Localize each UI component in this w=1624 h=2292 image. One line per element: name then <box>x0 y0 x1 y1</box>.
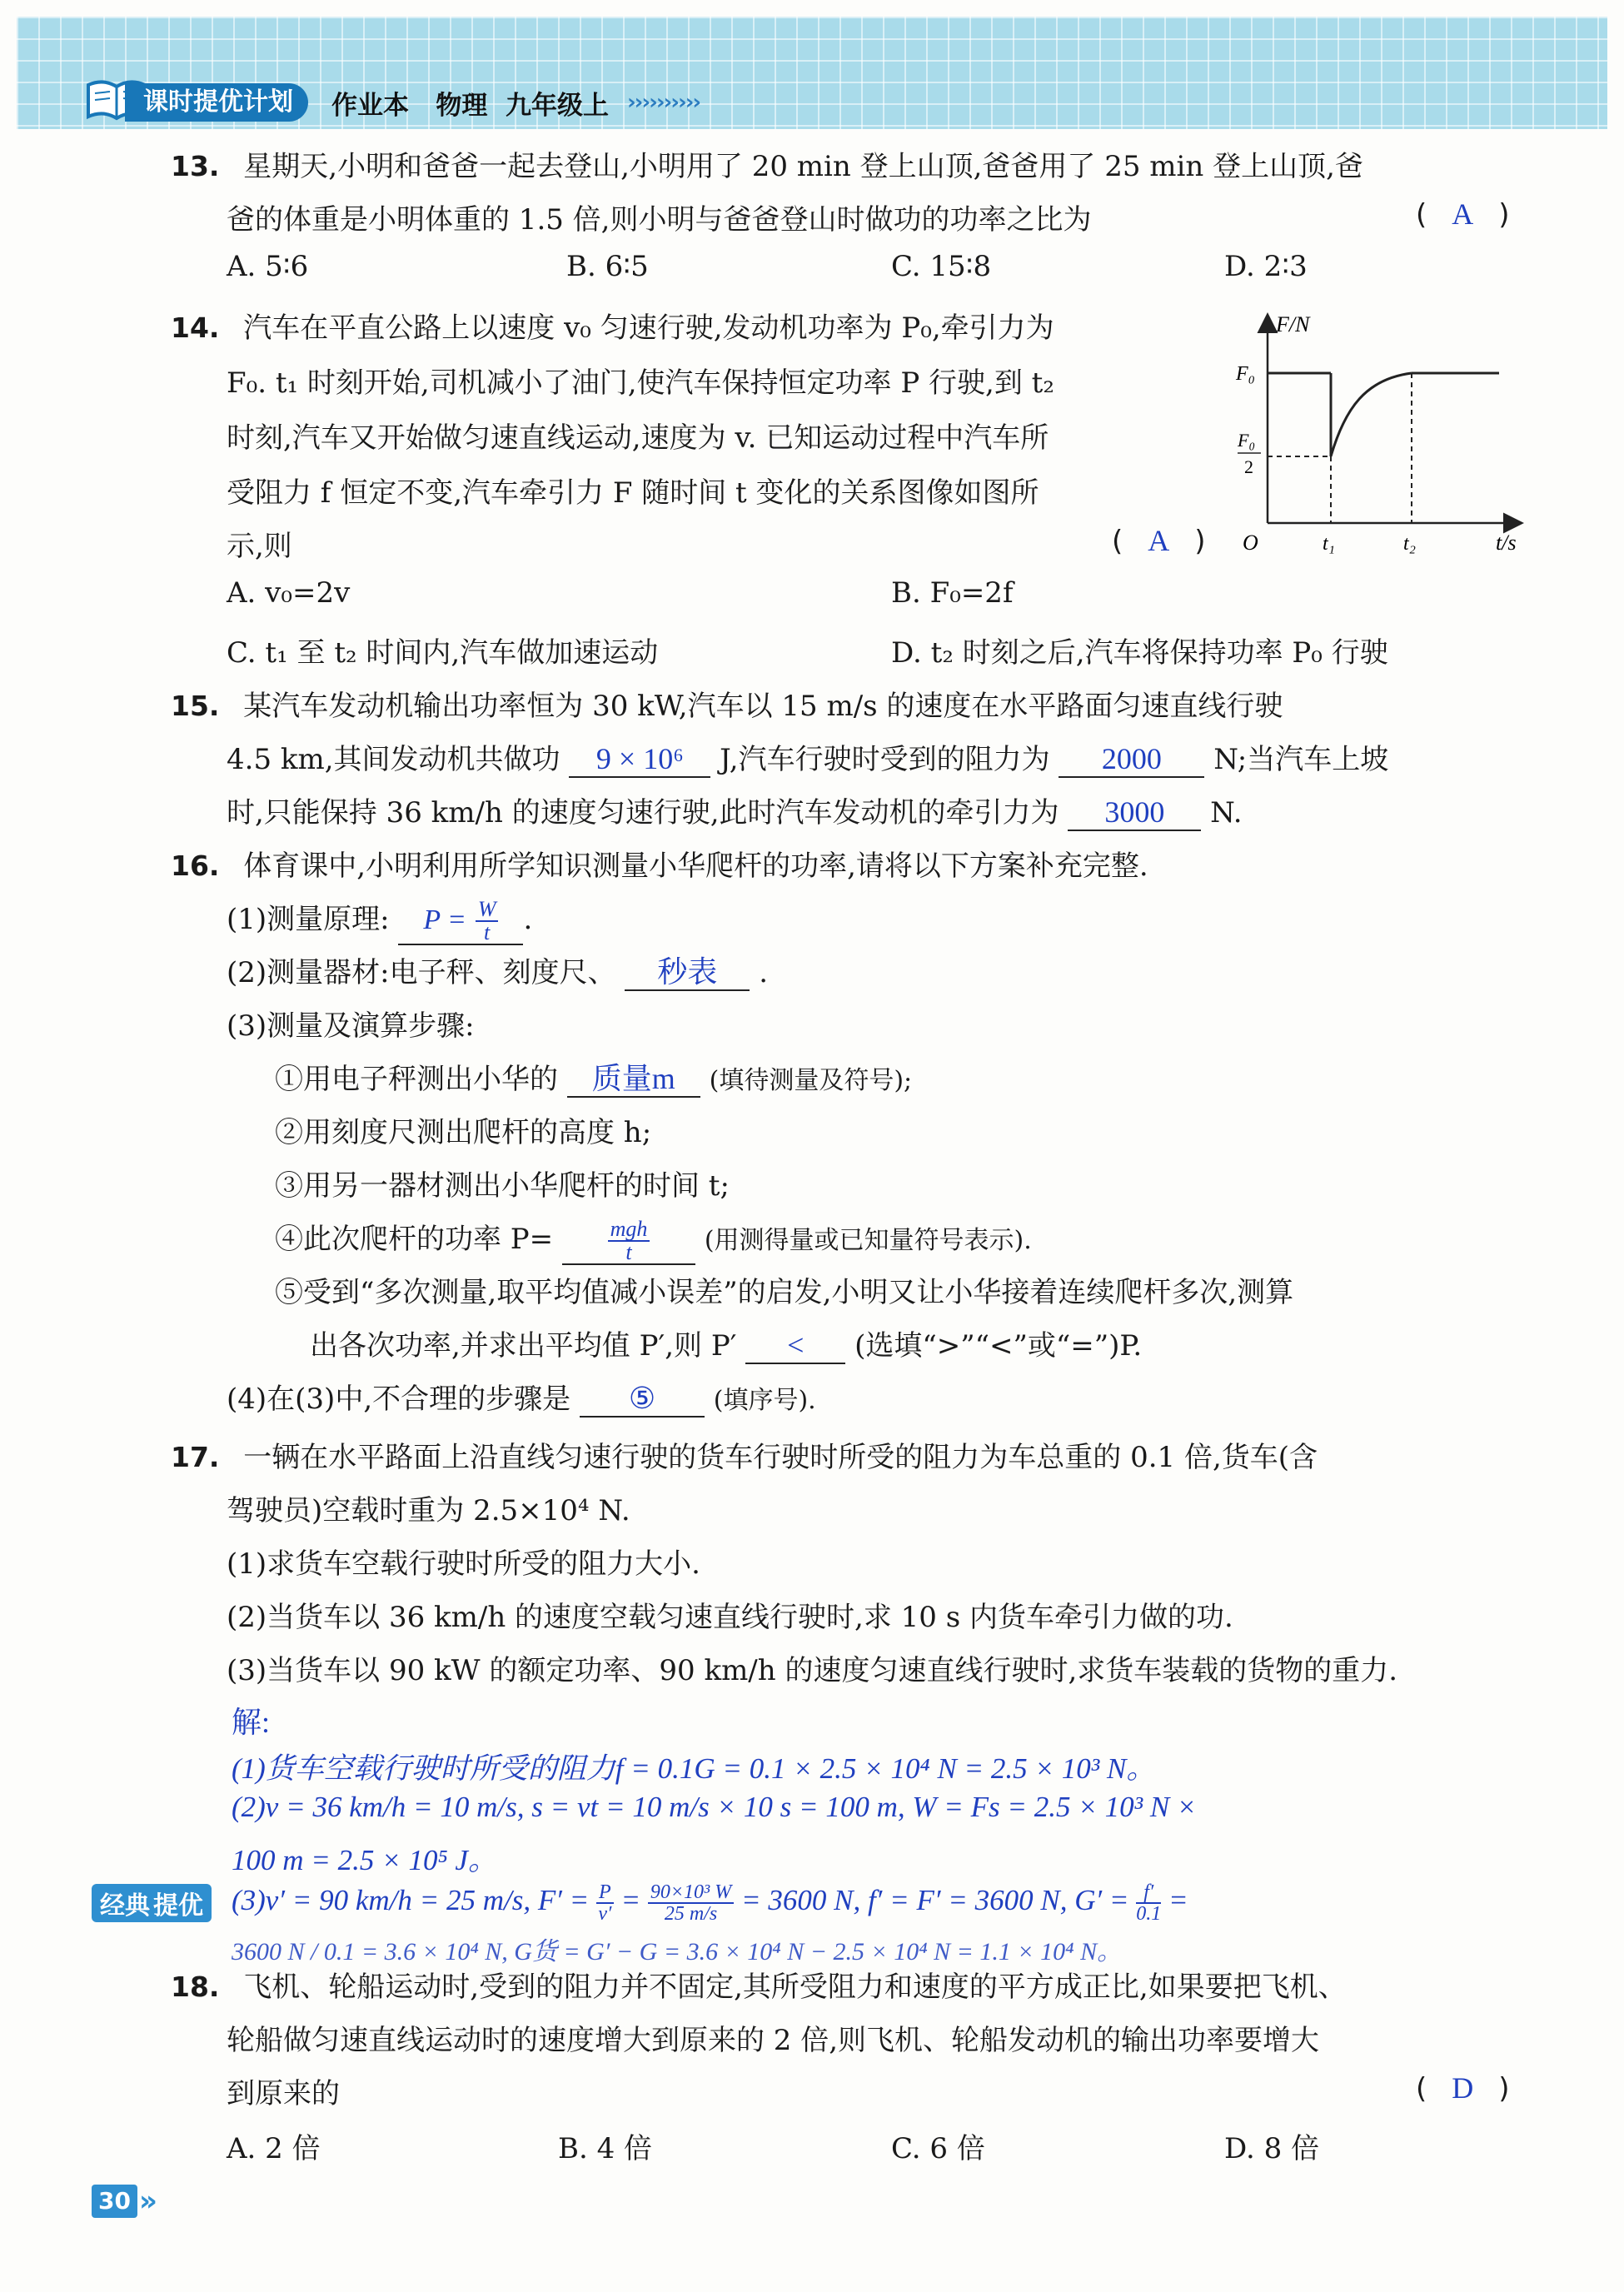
q18-option-d: D. 8 倍 <box>1224 2132 1320 2165</box>
section-tag-classic-advanced <box>92 1884 212 1922</box>
q14-answer: A <box>1148 524 1170 557</box>
q15-text-2b: J,汽车行驶时受到的阻力为 <box>720 743 1050 776</box>
q16-intro <box>171 843 1148 884</box>
q16-part3-label: (3)测量及演算步骤: <box>227 1009 475 1043</box>
q18-answer-paren: ( D ) <box>1416 2071 1510 2105</box>
q16-s4-answer-den: t <box>625 1240 632 1264</box>
q14-text-4: 受阻力 f 恒定不变,汽车牵引力 F 随时间 t 变化的关系图像如图所 <box>227 476 1039 510</box>
q14-text-3: 时刻,汽车又开始做匀速直线运动,速度为 v. 已知运动过程中汽车所 <box>227 421 1049 455</box>
graph-curve <box>1331 373 1412 456</box>
q14-option-a: A. v₀=2v <box>227 576 351 610</box>
q16-s1-text: ①用电子秤测出小华的 <box>275 1063 558 1096</box>
q17-s3-eq: = <box>620 1884 641 1917</box>
q17-part1: (1)求货车空载行驶时所受的阻力大小. <box>227 1547 700 1581</box>
q17-s3-frac3-den: 0.1 <box>1136 1903 1162 1925</box>
brand-label: 课时提优计划 <box>125 83 308 122</box>
q16-s4-text: ④此次爬杆的功率 P= <box>275 1223 554 1256</box>
q16-number: 16. <box>171 850 220 882</box>
q18-number: 18. <box>171 1971 220 2003</box>
tag-label-b: 提优 <box>153 1891 203 1921</box>
q16-s4-hint: (用测得量或已知量符号表示). <box>704 1226 1032 1255</box>
q13-option-c: C. 15∶8 <box>891 250 992 283</box>
q17-s3-frac2-den: 25 m/s <box>664 1903 718 1925</box>
q18-text-2: 轮船做匀速直线运动时的速度增大到原来的 2 倍,则飞机、轮船发动机的输出功率要增大 <box>227 2024 1320 2057</box>
q16-s1-answer: 质量m <box>591 1062 675 1095</box>
q15-line2 <box>227 736 1388 778</box>
q14-option-b: B. F₀=2f <box>891 576 1014 610</box>
q16-part4 <box>227 1376 816 1418</box>
q15-answer-resistance: 2000 <box>1101 742 1162 775</box>
q17-s3-frac1-den: v′ <box>598 1903 612 1925</box>
q13-line1 <box>171 143 1363 184</box>
header-arrows: ›››››››››› <box>626 90 700 115</box>
q17-s3-part3: = 3600 N, f′ = F′ = 3600 N, G′ = <box>740 1884 1129 1917</box>
q18-option-b: B. 4 倍 <box>558 2132 653 2165</box>
q15-text-2c: N;当汽车上坡 <box>1213 743 1389 776</box>
q15-answer-work: 9 × 10⁶ <box>595 742 684 775</box>
q17-solution-1: (1)货车空载行驶时所受的阻力f = 0.1G = 0.1 × 2.5 × 10⁴ N = 2.5 × 10³ N。 <box>232 1752 1156 1785</box>
q16-p2-end: . <box>759 956 769 989</box>
graph-f0-tick: F₀ <box>1236 363 1256 385</box>
q17-part2: (2)当货车以 36 km/h 的速度空载匀速直线行驶时,求 10 s 内货车牵引力做的功. <box>227 1601 1233 1634</box>
q18-option-c: C. 6 倍 <box>891 2132 985 2165</box>
q13-option-d: D. 2∶3 <box>1224 250 1308 283</box>
q13-answer-paren: ( A ) <box>1416 197 1510 232</box>
graph-origin: O <box>1243 531 1258 555</box>
q17-line1 <box>171 1434 1318 1475</box>
q14-text-1: 汽车在平直公路上以速度 v₀ 匀速行驶,发动机功率为 P₀,牵引力为 <box>243 311 1054 345</box>
q15-line3 <box>227 790 1243 831</box>
q17-s3-frac3-num: f′ <box>1136 1882 1161 1904</box>
q13-answer: A <box>1452 197 1474 231</box>
q16-p1-end: . <box>523 903 533 936</box>
q16-s5-answer: < <box>787 1328 805 1362</box>
q16-s1-hint: (填待测量及符号); <box>709 1066 913 1095</box>
graph-t2-tick: t₂ <box>1403 533 1417 555</box>
q14-force-time-graph <box>1233 300 1532 558</box>
graph-t1-tick: t₁ <box>1323 533 1336 555</box>
q16-p4-text: (4)在(3)中,不合理的步骤是 <box>227 1383 571 1416</box>
q14-text-2: F₀. t₁ 时刻开始,司机减小了油门,使汽车保持恒定功率 P 行驶,到 t₂ <box>227 366 1054 400</box>
q18-text-3: 到原来的 <box>227 2077 340 2110</box>
q17-solution-2b: 100 m = 2.5 × 10⁵ J。 <box>232 1844 497 1876</box>
q15-text-3a: 时,只能保持 36 km/h 的速度匀速行驶,此时汽车发动机的牵引力为 <box>227 796 1059 830</box>
q14-option-d: D. t₂ 时刻之后,汽车将保持功率 P₀ 行驶 <box>891 636 1388 670</box>
graph-y-label: F/N <box>1276 312 1310 336</box>
q16-p4-hint: (填序号). <box>713 1386 816 1415</box>
q16-part1 <box>227 896 532 945</box>
q18-line1 <box>171 1964 1347 2005</box>
q17-solution-3b: 3600 N / 0.1 = 3.6 × 10⁴ N, G货 = G′ − G = 3.6 × 10⁴ N − 2.5 × 10⁴ N = 1.1 × 10⁴ N。 <box>232 1938 1123 1966</box>
q13-option-a: A. 5∶6 <box>227 250 309 283</box>
q16-text: 体育课中,小明利用所学知识测量小华爬杆的功率,请将以下方案补充完整. <box>243 850 1148 883</box>
q17-s3-part1: (3)v′ = 90 km/h = 25 m/s, F′ = <box>232 1884 590 1917</box>
q17-s3-frac2-num: 90×10³ W <box>648 1882 734 1904</box>
double-chevron-icon: » <box>138 2185 157 2218</box>
q14-text-5: 示,则 <box>227 530 292 563</box>
q17-solution-2a: (2)v = 36 km/h = 10 m/s, s = vt = 10 m/s × 10 s = 100 m, W = Fs = 2.5 × 10³ N × <box>232 1791 1197 1823</box>
q13-line2 <box>227 197 1092 237</box>
page-number: 30 <box>92 2185 137 2218</box>
page-number-badge <box>92 2184 157 2219</box>
q16-p1-answer-den: t <box>484 920 491 944</box>
q16-step3: ③用另一器材测出小华爬杆的时间 t; <box>275 1169 730 1203</box>
q15-text-2a: 4.5 km,其间发动机共做功 <box>227 743 560 776</box>
q16-step2: ②用刻度尺测出爬杆的高度 h; <box>275 1116 652 1149</box>
q16-s5-text: 出各次功率,并求出平均值 P′,则 P′ <box>310 1329 737 1363</box>
q16-p4-answer: ⑤ <box>628 1382 656 1415</box>
graph-half-den: 2 <box>1244 456 1253 477</box>
q13-number: 13. <box>171 150 220 182</box>
q16-p2-label: (2)测量器材:电子秤、刻度尺、 <box>227 956 616 989</box>
q17-solution-3a <box>232 1882 1188 1924</box>
q16-step5-line2 <box>310 1323 1142 1364</box>
q18-answer: D <box>1452 2071 1474 2105</box>
q18-option-a: A. 2 倍 <box>227 2132 321 2165</box>
q14-answer-paren: ( A ) <box>1112 524 1206 558</box>
q16-step5-line1: ⑤受到“多次测量,取平均值减小误差”的启发,小明又让小华接着连续爬杆多次,测算 <box>275 1276 1294 1309</box>
q15-line1 <box>171 683 1283 724</box>
q15-answer-traction: 3000 <box>1104 795 1165 829</box>
q17-s3-frac1-num: P <box>596 1882 614 1904</box>
q14-line1 <box>171 305 1054 346</box>
q15-number: 15. <box>171 690 220 722</box>
q16-p2-answer: 秒表 <box>657 955 718 989</box>
q14-number: 14. <box>171 311 220 344</box>
q16-s5-hint: (选填“>”“<”或“=”)P. <box>854 1329 1143 1363</box>
q17-text-1: 一辆在水平路面上沿直线匀速行驶的货车行驶时所受的阻力为车总重的 0.1 倍,货车(含 <box>243 1441 1318 1474</box>
q16-s4-answer-num: mgh <box>608 1218 650 1242</box>
q13-text-1: 星期天,小明和爸爸一起去登山,小明用了 20 min 登上山顶,爸爸用了 25 min 登上山顶,爸 <box>243 150 1363 183</box>
q16-step4 <box>275 1216 1032 1265</box>
q14-option-c: C. t₁ 至 t₂ 时间内,汽车做加速运动 <box>227 636 659 670</box>
q16-p1-answer-num: W <box>476 899 499 922</box>
tag-label-a: 经典 <box>100 1891 150 1921</box>
q17-number: 17. <box>171 1441 220 1473</box>
q15-text-3b: N. <box>1210 796 1243 830</box>
q16-p1-answer-left: P = <box>423 904 466 935</box>
q17-part3: (3)当货车以 90 kW 的额定功率、90 km/h 的速度匀速直线行驶时,求货车装载的货物的重力. <box>227 1654 1398 1687</box>
graph-half-num: F₀ <box>1238 430 1256 451</box>
q16-part2 <box>227 949 768 991</box>
q17-text-2: 驾驶员)空载时重为 2.5×10⁴ N. <box>227 1494 630 1527</box>
book-subtitle: 作业本 物理 九年级上 <box>331 90 609 121</box>
graph-x-label: t/s <box>1496 531 1517 555</box>
q16-p1-label: (1)测量原理: <box>227 903 390 936</box>
q15-text-1: 某汽车发动机输出功率恒为 30 kW,汽车以 15 m/s 的速度在水平路面匀速直线行驶 <box>243 690 1283 723</box>
q16-step1 <box>275 1056 912 1098</box>
header-title-bar <box>125 83 700 122</box>
q13-option-b: B. 6∶5 <box>566 250 649 283</box>
q18-text-1: 飞机、轮船运动时,受到的阻力并不固定,其所受阻力和速度的平方成正比,如果要把飞机、 <box>243 1971 1347 2004</box>
q17-s3-eq2: = <box>1168 1884 1188 1917</box>
q13-text-2: 爸的体重是小明体重的 1.5 倍,则小明与爸爸登山时做功的功率之比为 <box>227 203 1092 237</box>
q17-solution-label: 解: <box>232 1706 271 1739</box>
